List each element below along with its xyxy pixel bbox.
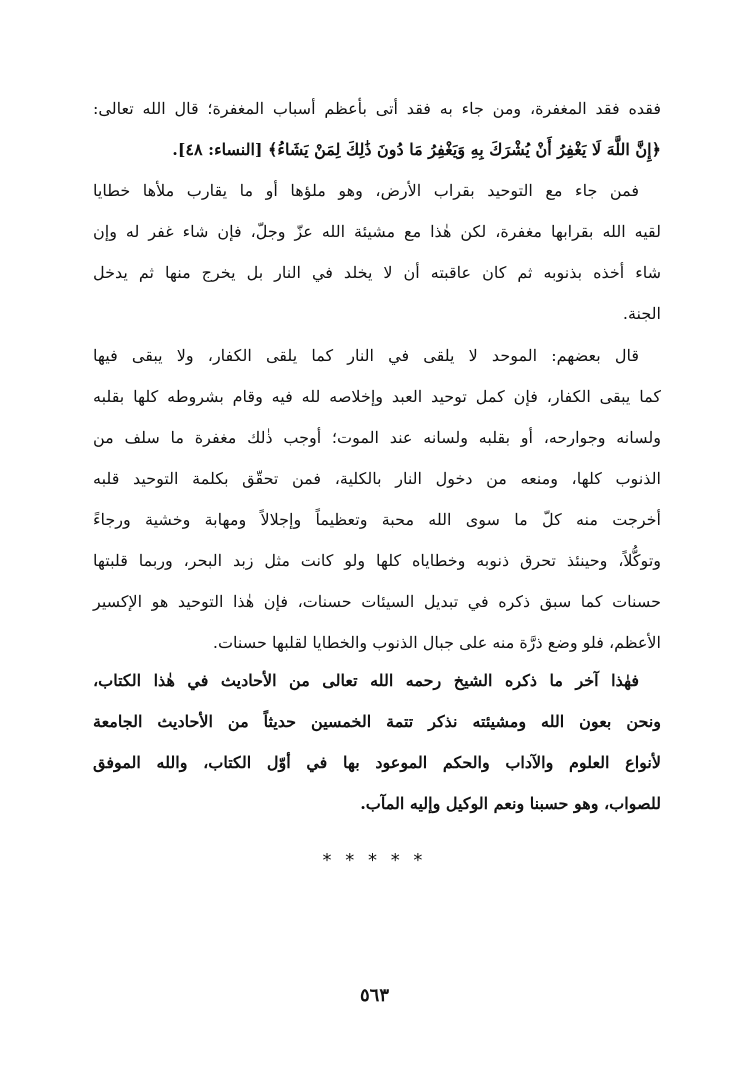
text-line: فقده فقد المغفرة، ومن جاء به فقد أتى بأعظم أسباب المغفرة؛ قال الله تعالى: (93, 99, 661, 118)
text-line: الذنوب كلها، ومنعه من دخول النار بالكلية، فمن تحقّق بكلمة التوحيد قلبه (93, 469, 661, 488)
text-line: شاء أخذه بذنوبه ثم كان عاقبته أن لا يخلد في النار بل يخرج منها ثم يدخل (93, 263, 661, 282)
text-line: الأعظم، فلو وضع ذرَّة منه على جبال الذنوب والخطايا لقلبها حسنات. (212, 633, 661, 652)
paragraph-quote (93, 335, 661, 663)
quran-verse-line: ﴿إِنَّ اللَّهَ لَا يَغْفِرُ أَنْ يُشْرَكَ بِهِ وَيَغْفِرُ مَا دُونَ ذَٰلِكَ لِمَنْ يَشَاءُ﴾ [النساء: ٤٨]. (172, 140, 661, 159)
text-line: ونحن بعون الله ومشيئته نذكر تتمة الخمسين حديثاً من الأحاديث الجامعة (93, 712, 662, 731)
text-line: قال بعضهم: الموحد لا يلقى في النار كما يلقى الكفار، ولا يبقى فيها (93, 346, 639, 365)
paragraph-conclusion (93, 660, 661, 824)
text-line: حسنات كما سبق ذكره في تبديل السيئات حسنات، فإن هٰذا التوحيد هو الإكسير (93, 592, 661, 611)
text-line: لأنواع العلوم والآداب والحكم الموعود بها في أوّل الكتاب، والله الموفق (93, 753, 661, 772)
section-separator: * * * * * (322, 850, 427, 871)
text-line: وتوكُّلاً، وحينئذ تحرق ذنوبه وخطاياه كلها ولو كانت مثل زبد البحر، وربما قلبتها (93, 551, 661, 570)
text-line: ولسانه وجوارحه، أو بقلبه ولسانه عند الموت؛ أوجب ذٰلك مغفرة ما سلف من (93, 428, 661, 447)
text-line: فمن جاء مع التوحيد بقراب الأرض، وهو ملؤها أو ما يقارب ملأها خطايا (93, 181, 639, 200)
text-line: الجنة. (622, 304, 661, 323)
paragraph-tawhid (93, 170, 661, 334)
text-line: أخرجت منه كلّ ما سوى الله محبة وتعظيماً وإجلالاً ومهابة وخشية ورجاءً (93, 510, 662, 529)
text-line: لقيه الله بقرابها مغفرة، لكن هٰذا مع مشيئة الله عزّ وجلّ، فإن شاء غفر له وإن (93, 222, 662, 241)
text-line: كما يبقى الكفار، فإن كمل توحيد العبد وإخلاصه لله فيه وقام بشروطه كلها بقلبه (93, 387, 662, 406)
page-number: ٥٦٣ (359, 985, 389, 1006)
paragraph-intro (93, 88, 661, 170)
text-line: للصواب، وهو حسبنا ونعم الوكيل وإليه المآب. (360, 794, 661, 813)
text-line: فهٰذا آخر ما ذكره الشيخ رحمه الله تعالى من الأحاديث في هٰذا الكتاب، (93, 671, 639, 690)
